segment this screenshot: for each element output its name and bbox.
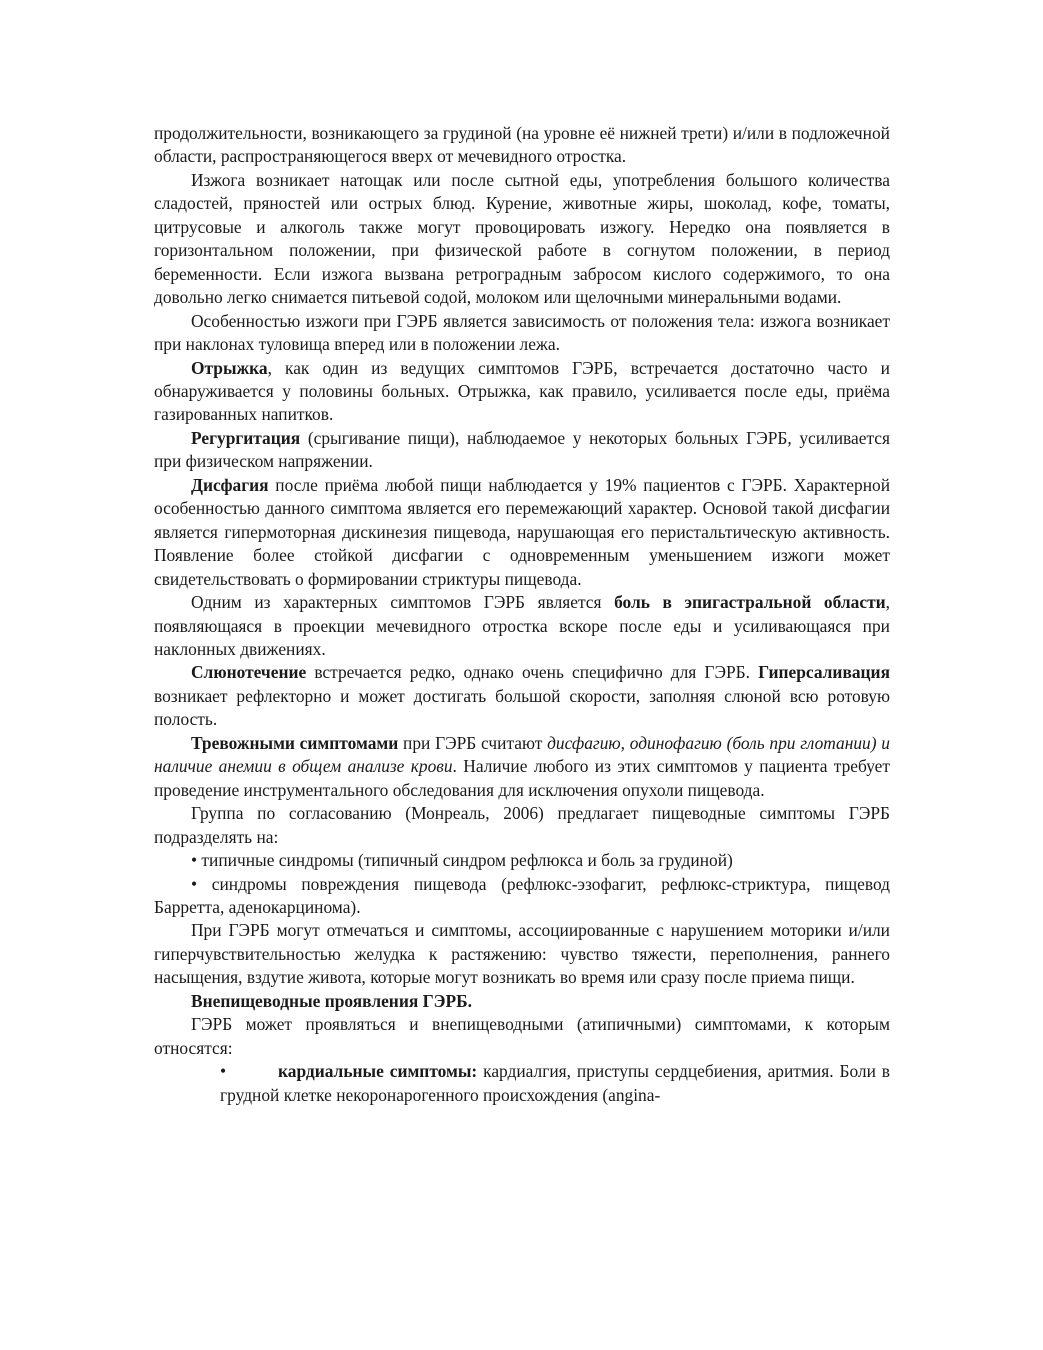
paragraph-text: Особенностью изжоги при ГЭРБ является зависимость от положения тела: изжога возникает при наклонах туловища вперед или в положении лежа. — [154, 310, 890, 355]
paragraph-alarm-symptoms — [154, 732, 890, 802]
paragraph-text: Группа по согласованию (Монреаль, 2006) предлагает пищеводные симптомы ГЭРБ подразделять на: — [154, 803, 890, 847]
paragraph-continuation — [154, 122, 890, 169]
paragraph-text: кардиалгия, приступы сердцебиения, аритмия. Боли в грудной клетке некоронарогенного происхождения (angina- — [220, 1061, 890, 1105]
term-belching: Отрыжка — [191, 357, 268, 378]
list-item-typical-syndromes — [154, 849, 890, 872]
italic-alarm-list: дисфагию, одинофагию (боль при глотании) и наличие анемии в общем анализе крови — [154, 732, 890, 777]
heading-text: Внепищеводные проявления ГЭРБ. — [191, 990, 472, 1011]
list-item-cardiac — [220, 1060, 890, 1107]
paragraph-motility — [154, 919, 890, 989]
section-heading-extraesophageal — [154, 990, 890, 1013]
term-salivation: Слюнотечение — [191, 662, 307, 683]
term-epigastric-pain: боль в эпигастральной области — [614, 592, 886, 613]
term-hypersalivation: Гиперсаливация — [758, 662, 890, 683]
paragraph-heartburn-triggers — [154, 169, 890, 310]
paragraph-salivation — [154, 661, 890, 731]
paragraph-text: (срыгивание пищи), наблюдаемое у некоторых больных ГЭРБ, усиливается при физическом напряжении. — [154, 427, 890, 472]
paragraph-text: • типичные синдромы (типичный синдром рефлюкса и боль за грудиной) — [191, 850, 733, 871]
bullet-icon: • — [220, 1061, 227, 1082]
paragraph-text: ГЭРБ может проявляться и внепищеводными (атипичными) симптомами, к которым относятся: — [154, 1014, 890, 1058]
paragraph-dysphagia — [154, 474, 890, 591]
paragraph-text: после приёма любой пищи наблюдается у 19% пациентов с ГЭРБ. Характерной особенностью данного симптома является его перемежающий характер. Основой такой дисфагии является гипермоторная дискинезия пищевода, нарушающая его перистальтическую активность. Появление более стойкой дисфагии с одновременным уменьшением изжоги может свидетельствовать о формировании стриктуры пищевода. — [154, 474, 890, 589]
paragraph-text: при ГЭРБ считают — [398, 732, 548, 753]
bullet-list — [154, 1060, 890, 1107]
paragraph-text: Одним из характерных симптомов ГЭРБ является — [191, 592, 615, 613]
paragraph-atypical — [154, 1013, 890, 1060]
paragraph-text: встречается редко, однако очень специфично для ГЭРБ. — [306, 662, 759, 683]
paragraph-text: Изжога возникает натощак или после сытной еды, употребления большого количества сладостей, пряностей или острых блюд. Курение, животные жиры, шоколад, кофе, томаты, цитрусовые и алкоголь также могут провоцировать изжогу. Нередко она появляется в горизонтальном положении, при физической работе в согнутом положении, в период беременности. Если изжога вызвана ретроградным забросом кислого содержимого, то она довольно легко снимается питьевой содой, молоком или щелочными минеральными водами. — [154, 169, 890, 308]
paragraph-text: • синдромы повреждения пищевода (рефлюкс-эзофагит, рефлюкс-стриктура, пищевод Барретта, аденокарцинома). — [154, 873, 890, 917]
paragraph-belching — [154, 357, 890, 427]
paragraph-text: возникает рефлекторно и может достигать большой скорости, заполняя слюной всю ротовую полость. — [154, 685, 890, 730]
paragraph-text: , как один из ведущих симптомов ГЭРБ, встречается достаточно часто и обнаруживается у половины больных. Отрыжка, как правило, усиливается после еды, приёма газированных напитков. — [154, 357, 890, 425]
term-dysphagia: Дисфагия — [191, 474, 269, 495]
paragraph-text: . Наличие любого из этих симптомов у пациента требует проведение инструментального обследования для исключения опухоли пищевода. — [154, 756, 890, 800]
list-item-damage-syndromes — [154, 873, 890, 920]
paragraph-text: , появляющаяся в проекции мечевидного отростка вскоре после еды и усиливающаяся при наклонных движениях. — [154, 592, 890, 659]
paragraph-montreal — [154, 802, 890, 849]
paragraph-heartburn-position — [154, 310, 890, 357]
paragraph-epigastric-pain — [154, 591, 890, 661]
term-alarm-symptoms: Тревожными симптомами — [191, 732, 399, 753]
paragraph-text: продолжительности, возникающего за грудиной (на уровне её нижней трети) и/или в подложечной области, распространяющегося вверх от мечевидного отростка. — [154, 123, 890, 167]
paragraph-text: При ГЭРБ могут отмечаться и симптомы, ассоциированные с нарушением моторики и/или гиперчувствительностью желудка к растяжению: чувство тяжести, переполнения, раннего насыщения, вздутие живота, которые могут возникать во время или сразу после приема пищи. — [154, 920, 890, 988]
document-page — [154, 122, 890, 1107]
term-regurgitation: Регургитация — [191, 427, 301, 448]
paragraph-regurgitation — [154, 427, 890, 474]
term-cardiac-symptoms: кардиальные симптомы: — [278, 1061, 478, 1082]
